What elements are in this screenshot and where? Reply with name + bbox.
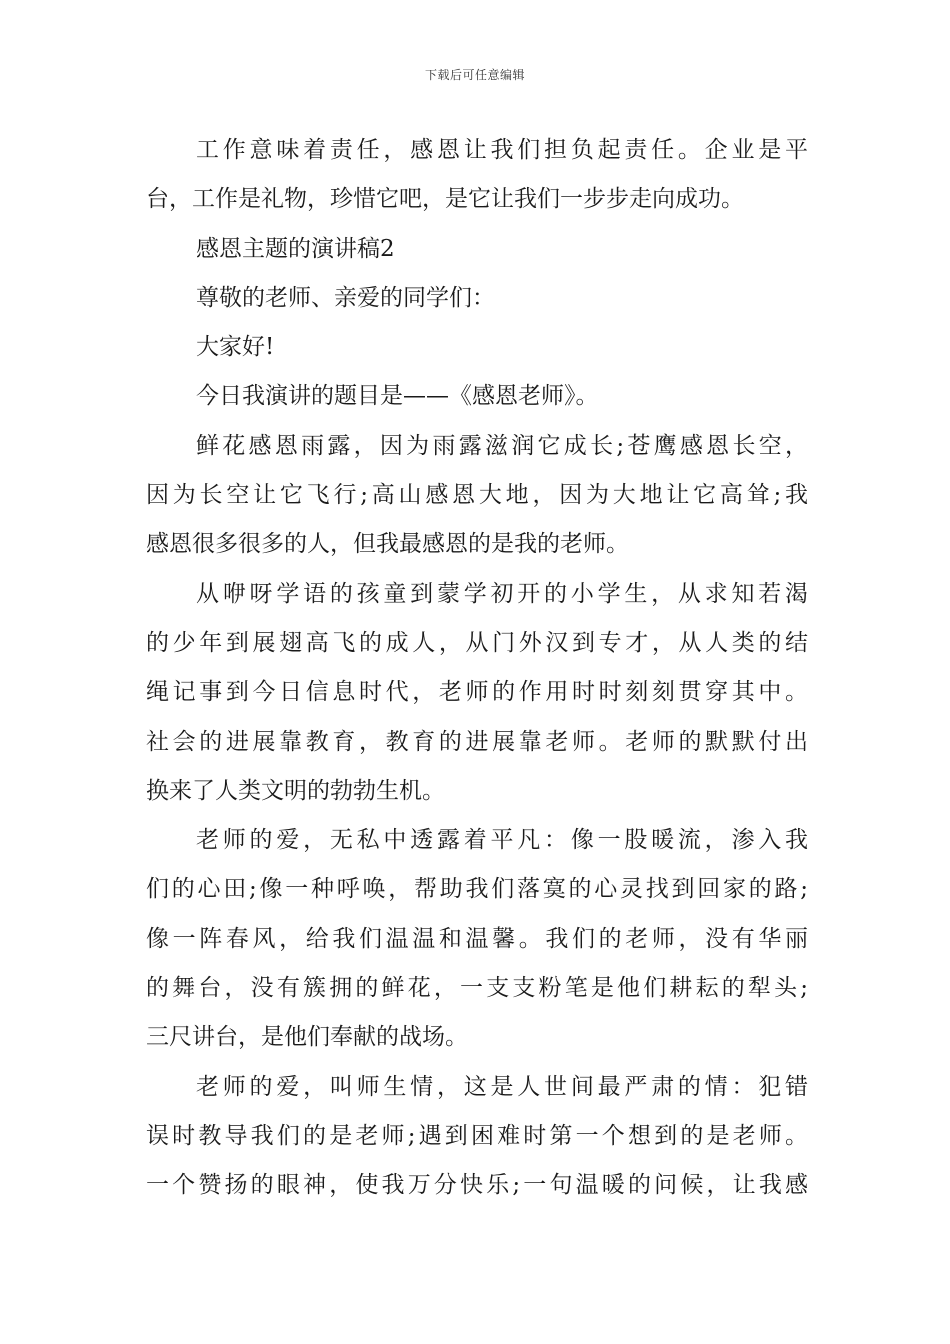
text-line: 们的心田;像一种呼唤，帮助我们落寞的心灵找到回家的路; [146,876,808,903]
text-line: 三尺讲台，是他们奉献的战场。 [146,1024,468,1051]
text-line: 感恩主题的演讲稿2 [196,235,395,262]
page-header: 下载后可任意编辑 [424,68,525,82]
text-line: 尊敬的老师、亲爱的同学们： [196,284,495,311]
text-line: 因为长空让它飞行;高山感恩大地，因为大地让它高耸;我 [146,482,808,509]
text-line: 误时教导我们的是老师;遇到困难时第一个想到的是老师。 [146,1122,808,1149]
text-line: 感恩很多很多的人，但我最感恩的是我的老师。 [146,531,629,558]
text-line: 的少年到展翅高飞的成人，从门外汉到专才，从人类的结 [146,629,808,656]
text-line: 鲜花感恩雨露，因为雨露滋润它成长;苍鹰感恩长空， [196,432,808,459]
text-line: 一个赞扬的眼神，使我万分快乐;一句温暖的问候，让我感 [146,1172,808,1199]
body-text [146,126,808,1211]
text-line: 像一阵春风，给我们温温和温馨。我们的老师，没有华丽 [146,925,808,952]
text-line: 换来了人类文明的勃勃生机。 [146,777,445,804]
text-line: 从咿呀学语的孩童到蒙学初开的小学生，从求知若渴 [196,580,808,607]
text-line: 老师的爱，无私中透露着平凡：像一股暖流，渗入我 [196,827,808,854]
text-line: 绳记事到今日信息时代，老师的作用时时刻刻贯穿其中。 [146,679,808,706]
text-line: 大家好! [196,334,275,361]
text-line: 社会的进展靠教育，教育的进展靠老师。老师的默默付出 [146,728,808,755]
text-line: 今日我演讲的题目是——《感恩老师》。 [196,383,599,410]
text-line: 台，工作是礼物，珍惜它吧，是它让我们一步步走向成功。 [146,186,744,213]
text-line: 的舞台，没有簇拥的鲜花，一支支粉笔是他们耕耘的犁头; [146,975,808,1002]
text-line: 老师的爱，叫师生情，这是人世间最严肃的情：犯错 [196,1073,808,1100]
text-line: 工作意味着责任，感恩让我们担负起责任。企业是平 [196,137,808,163]
